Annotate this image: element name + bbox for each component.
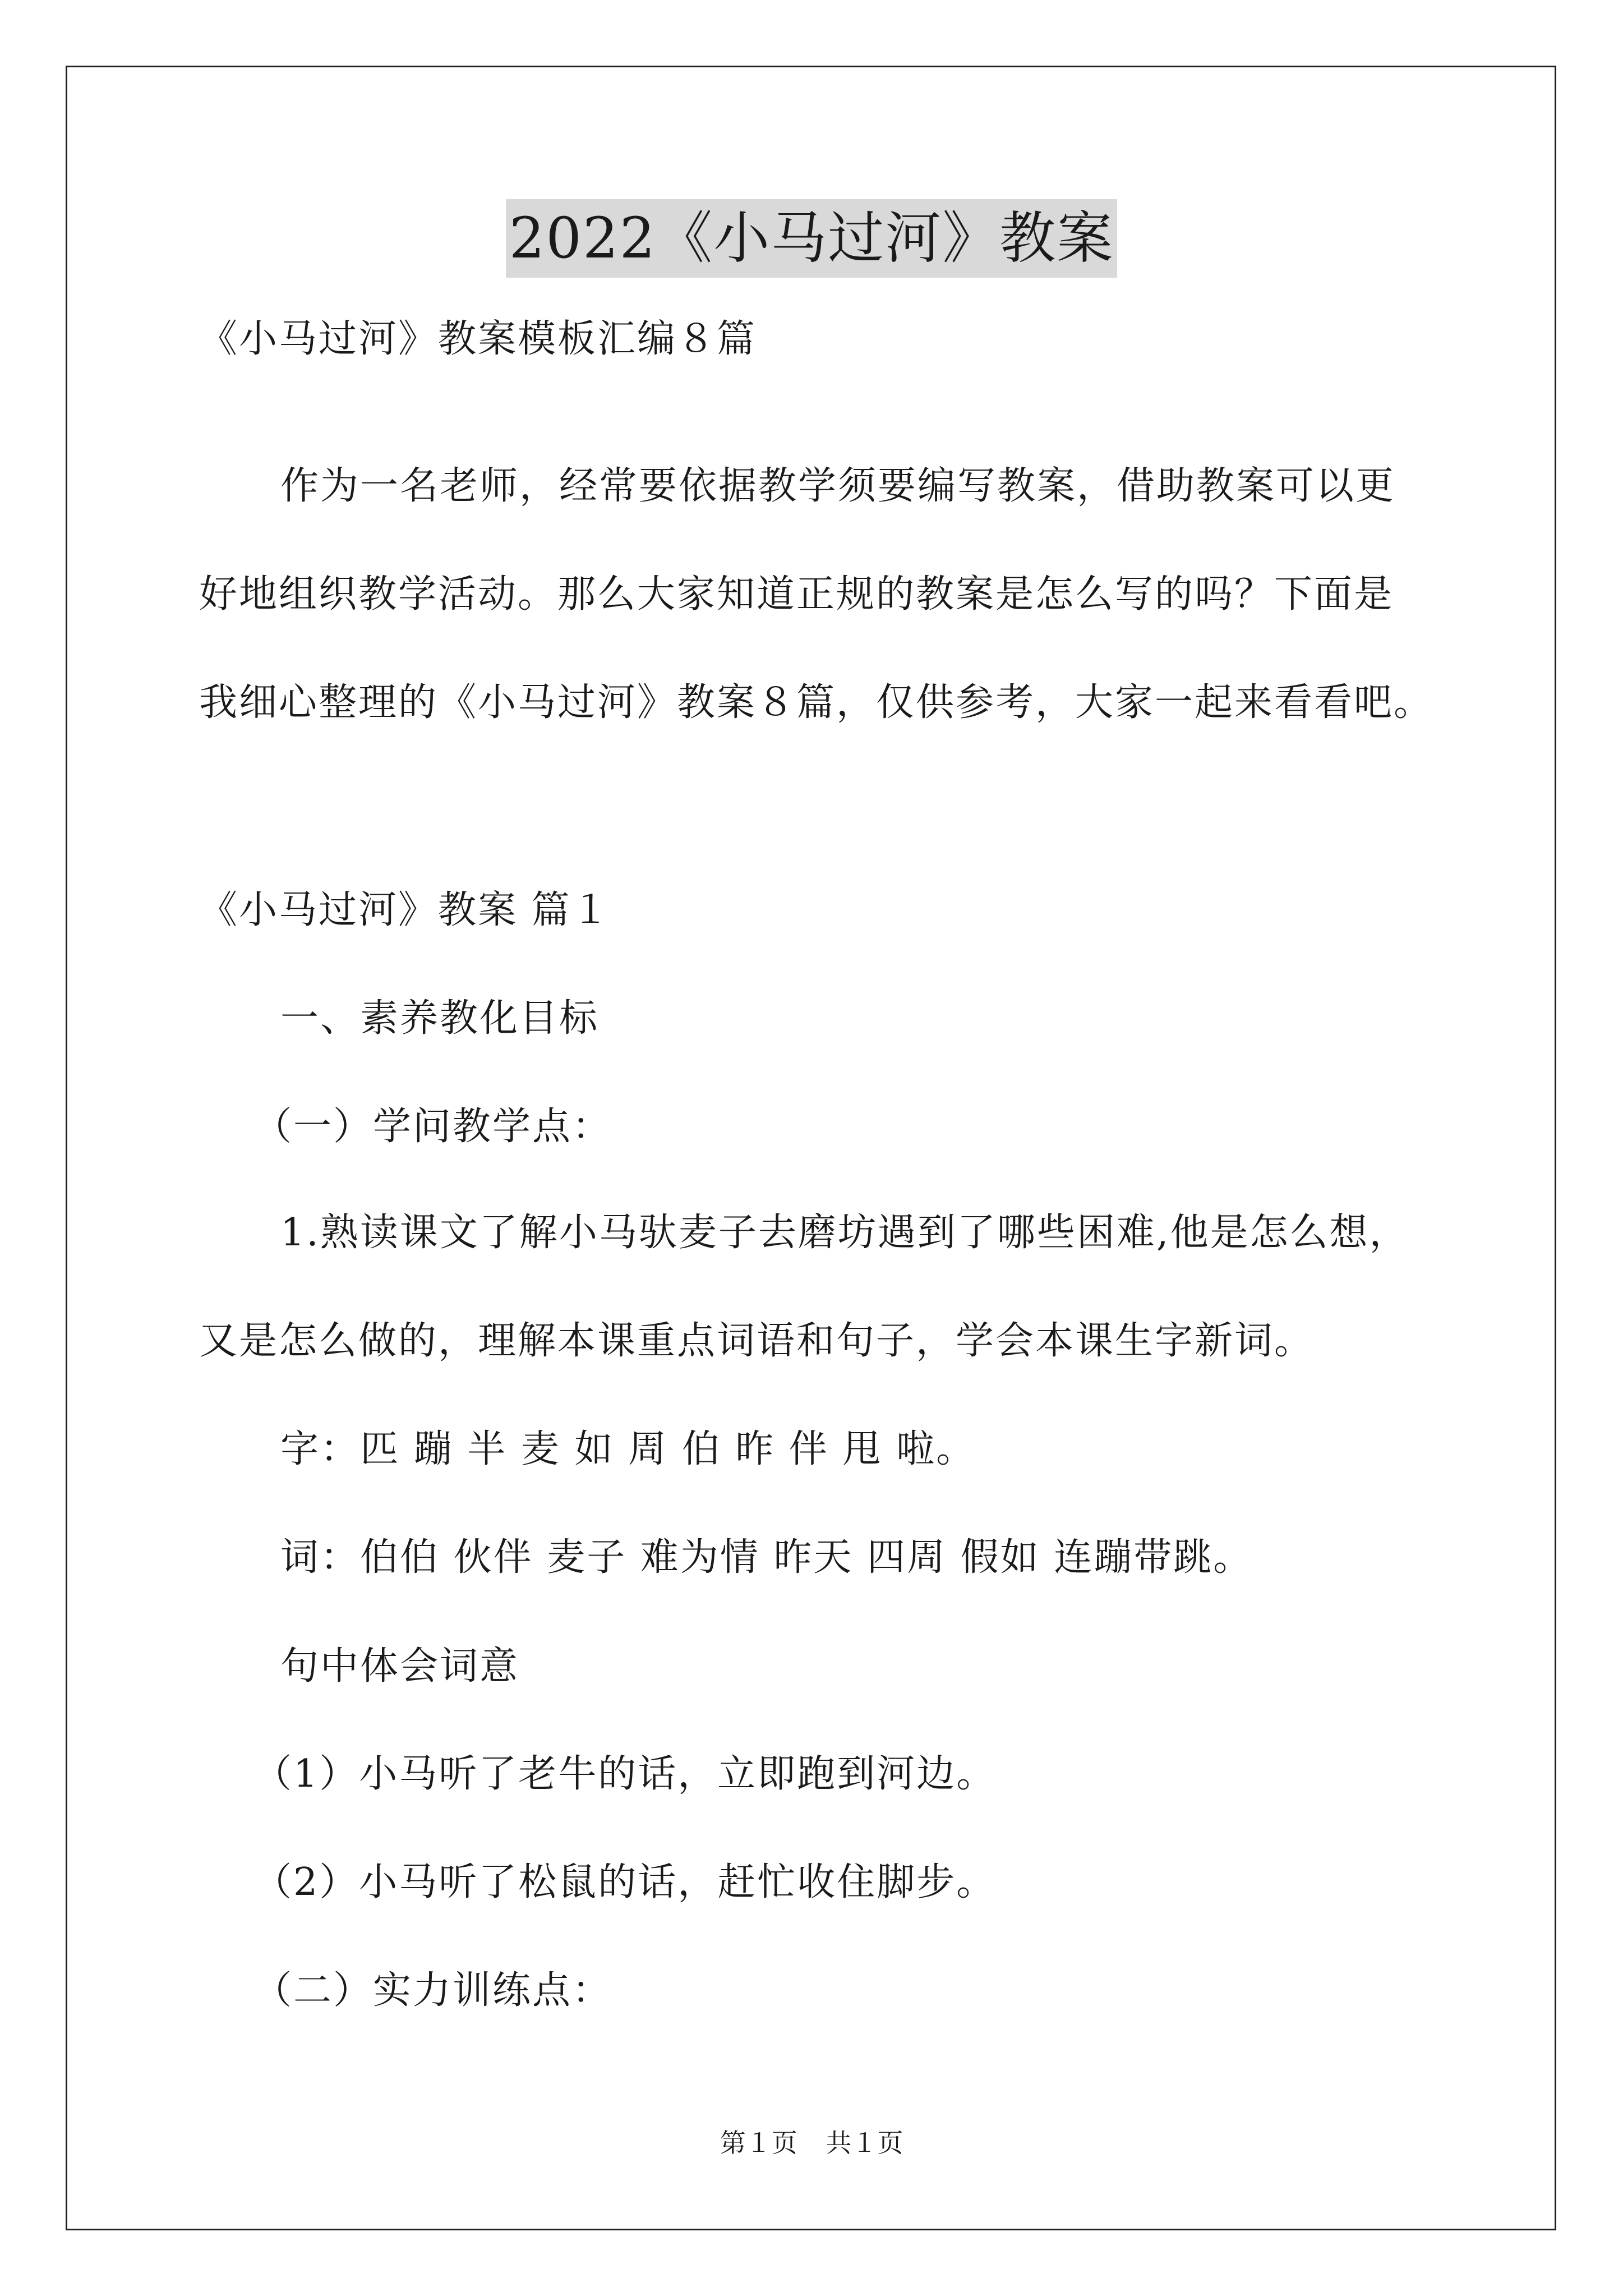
point1-line-1: 1.熟读课文了解小马驮麦子去磨坊遇到了哪些困难,他是怎么想， (280, 1211, 1409, 1255)
point1-line-2: 又是怎么做的，理解本课重点词语和句子，学会本课生字新词。 (199, 1319, 1315, 1363)
sentence-2: （2）小马听了松鼠的话，赶忙收住脚步。 (253, 1860, 997, 1904)
sentence-1: （1）小马听了老牛的话，立即跑到河边。 (253, 1752, 997, 1796)
title-container (0, 199, 1623, 278)
goal-heading: 一、素养教化目标 (280, 996, 600, 1041)
characters-line: 字：匹 蹦 半 麦 如 周 伯 昨 伴 甩 啦。 (280, 1427, 976, 1471)
page-title: 2022《小马过河》教案 (506, 199, 1118, 278)
page-number-total: 共１页 (826, 2128, 903, 2158)
page-footer (0, 2126, 1623, 2160)
intro-line-3: 我细心整理的《小马过河》教案８篇，仅供参考，大家一起来看看吧。 (199, 680, 1434, 725)
intro-line-1: 作为一名老师，经常要依据教学须要编写教案，借助教案可以更 (280, 464, 1396, 508)
words-line: 词：伯伯 伙伴 麦子 难为情 昨天 四周 假如 连蹦带跳。 (280, 1535, 1253, 1580)
knowledge-heading: （一）学问教学点： (253, 1105, 612, 1149)
intro-line-2: 好地组织教学活动。那么大家知道正规的教案是怎么写的吗？下面是 (199, 572, 1394, 616)
ability-heading: （二）实力训练点： (253, 1968, 612, 2013)
page-number-current: 第１页 (720, 2128, 797, 2158)
sentence-heading: 句中体会词意 (280, 1644, 520, 1688)
document-subtitle: 《小马过河》教案模板汇编８篇 (199, 317, 757, 361)
section-heading: 《小马过河》教案 篇１ (199, 888, 611, 932)
